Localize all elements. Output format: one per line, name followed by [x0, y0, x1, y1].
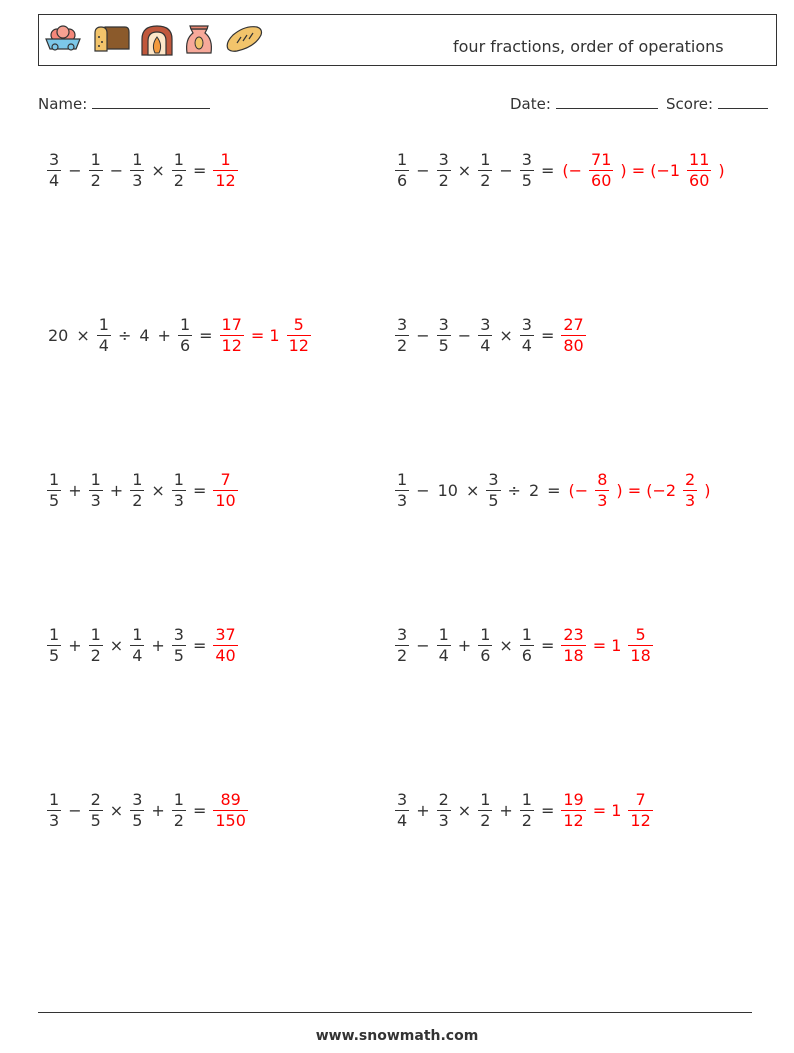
operator: = [540, 635, 555, 655]
fraction [172, 626, 186, 665]
operator: = [540, 325, 555, 345]
numerator: 5 [293, 314, 304, 334]
flour-sack-icon [183, 23, 215, 57]
fraction [130, 791, 144, 830]
denominator: 6 [480, 645, 491, 665]
header-icons [43, 23, 265, 57]
operator: × [457, 800, 472, 820]
problem-4 [392, 310, 589, 360]
numerator: 1 [397, 469, 408, 489]
operator: = [192, 800, 207, 820]
fraction [89, 626, 103, 665]
numerator: 89 [220, 789, 241, 809]
fraction [520, 151, 534, 190]
date-blank[interactable] [556, 94, 658, 109]
fraction [395, 151, 409, 190]
denominator: 12 [288, 335, 309, 355]
operator: + [151, 800, 165, 820]
fraction [220, 316, 244, 355]
numerator: 3 [49, 149, 60, 169]
numerator: 1 [480, 149, 491, 169]
fraction [395, 471, 409, 510]
numerator: 1 [132, 469, 143, 489]
denominator: 6 [397, 170, 408, 190]
denominator: 2 [521, 810, 532, 830]
fraction [628, 791, 652, 830]
numerator: 19 [563, 789, 584, 809]
fraction [478, 626, 492, 665]
numerator: 1 [397, 149, 408, 169]
numerator: 11 [689, 149, 710, 169]
denominator: 4 [480, 335, 491, 355]
fraction [520, 626, 534, 665]
numerator: 3 [480, 314, 491, 334]
answer-text: (− [568, 480, 589, 500]
denominator: 6 [521, 645, 532, 665]
numerator: 3 [173, 624, 184, 644]
denominator: 12 [215, 170, 236, 190]
problem-7 [44, 620, 241, 670]
answer-text: ) = (−2 [616, 480, 677, 500]
numerator: 7 [220, 469, 231, 489]
denominator: 18 [563, 645, 584, 665]
numerator: 71 [591, 149, 612, 169]
answer-text: = 1 [250, 325, 280, 345]
numerator: 1 [90, 149, 101, 169]
operator: + [457, 635, 472, 655]
operator: − [109, 160, 124, 180]
problem-10 [392, 785, 656, 835]
denominator: 4 [521, 335, 532, 355]
baguette-icon [223, 23, 265, 55]
fraction [561, 316, 585, 355]
numerator: 3 [397, 789, 408, 809]
score-blank[interactable] [718, 94, 768, 109]
operator: + [157, 325, 171, 345]
operator: × [109, 800, 124, 820]
numerator: 1 [480, 789, 491, 809]
denominator: 10 [215, 490, 236, 510]
fraction [437, 791, 451, 830]
denominator: 2 [132, 490, 143, 510]
denominator: 5 [173, 645, 184, 665]
date-label: Date: [510, 95, 551, 113]
denominator: 18 [630, 645, 651, 665]
denominator: 4 [98, 335, 109, 355]
numerator: 1 [90, 624, 101, 644]
fraction [47, 471, 61, 510]
fraction [89, 791, 103, 830]
numerator: 2 [438, 789, 449, 809]
numerator: 1 [438, 624, 449, 644]
denominator: 12 [630, 810, 651, 830]
fraction [89, 151, 103, 190]
denominator: 3 [49, 810, 60, 830]
denominator: 3 [90, 490, 101, 510]
denominator: 80 [563, 335, 584, 355]
denominator: 2 [173, 170, 184, 190]
numerator: 1 [132, 149, 143, 169]
operator: + [499, 800, 513, 820]
operator: − [68, 160, 82, 180]
operator: × [151, 480, 165, 500]
fraction [687, 151, 711, 190]
answer [558, 626, 655, 665]
operator: = [547, 480, 561, 500]
numerator: 1 [220, 149, 231, 169]
numerator: 17 [221, 314, 242, 334]
operator: + [68, 635, 82, 655]
denominator: 5 [438, 335, 449, 355]
operator: − [457, 325, 472, 345]
answer-text: (− [562, 160, 583, 180]
answer [210, 471, 240, 510]
fraction [89, 471, 103, 510]
denominator: 2 [397, 645, 408, 665]
fraction [595, 471, 609, 510]
denominator: 4 [438, 645, 449, 665]
fraction [213, 791, 248, 830]
fraction [437, 626, 451, 665]
numerator: 37 [215, 624, 236, 644]
denominator: 12 [221, 335, 242, 355]
denominator: 3 [685, 490, 696, 510]
numerator: 1 [521, 624, 532, 644]
problem-6 [392, 465, 714, 515]
operator: 2 [528, 480, 540, 500]
denominator: 5 [49, 490, 60, 510]
fraction [47, 626, 61, 665]
answer [558, 151, 728, 190]
name-field[interactable] [38, 94, 210, 113]
fraction [395, 626, 409, 665]
numerator: 3 [438, 149, 449, 169]
operator: − [68, 800, 82, 820]
fraction [213, 151, 237, 190]
problem-9 [44, 785, 251, 835]
denominator: 40 [215, 645, 236, 665]
fraction [130, 626, 144, 665]
fraction [628, 626, 652, 665]
denominator: 5 [49, 645, 60, 665]
numerator: 1 [49, 789, 60, 809]
denominator: 3 [173, 490, 184, 510]
name-label: Name: [38, 95, 88, 113]
operator: × [465, 480, 480, 500]
score-label: Score: [666, 95, 714, 113]
fraction [561, 791, 585, 830]
fraction [130, 151, 144, 190]
numerator: 3 [397, 314, 408, 334]
fraction [486, 471, 500, 510]
answer [210, 151, 240, 190]
operator: ÷ [507, 480, 521, 500]
fraction [97, 316, 111, 355]
operator: = [192, 480, 207, 500]
denominator: 2 [438, 170, 449, 190]
operator: + [151, 635, 165, 655]
fraction [47, 791, 61, 830]
numerator: 2 [90, 789, 101, 809]
numerator: 3 [521, 314, 532, 334]
denominator: 4 [49, 170, 60, 190]
egg-basket-icon [43, 23, 83, 55]
fraction [395, 316, 409, 355]
operator: 4 [139, 325, 150, 345]
denominator: 3 [438, 810, 449, 830]
denominator: 5 [521, 170, 532, 190]
operator: × [499, 325, 513, 345]
denominator: 4 [397, 810, 408, 830]
operator: − [416, 160, 430, 180]
fraction [561, 626, 585, 665]
fraction [437, 151, 451, 190]
fraction [683, 471, 697, 510]
denominator: 6 [179, 335, 191, 355]
denominator: 3 [597, 490, 608, 510]
name-blank[interactable] [92, 94, 210, 109]
fraction [395, 791, 409, 830]
numerator: 23 [563, 624, 584, 644]
operator: 20 [48, 325, 69, 345]
answer [210, 791, 251, 830]
bread-loaf-icon [91, 23, 131, 55]
operator: 10 [437, 480, 458, 500]
answer [217, 316, 314, 355]
numerator: 1 [179, 314, 191, 334]
operator: × [457, 160, 472, 180]
denominator: 5 [132, 810, 143, 830]
denominator: 2 [90, 170, 101, 190]
operator: ÷ [117, 325, 132, 345]
operator: − [416, 480, 430, 500]
denominator: 5 [90, 810, 101, 830]
answer-text: = 1 [592, 800, 622, 820]
worksheet-header [38, 14, 777, 66]
operator: − [416, 325, 430, 345]
operator: = [199, 325, 213, 345]
problem-5 [44, 465, 241, 515]
numerator: 27 [563, 314, 584, 334]
numerator: 3 [132, 789, 143, 809]
denominator: 12 [563, 810, 584, 830]
fraction [478, 316, 492, 355]
numerator: 8 [597, 469, 608, 489]
fraction [520, 316, 534, 355]
numerator: 1 [173, 789, 184, 809]
answer [558, 791, 655, 830]
operator: × [151, 160, 165, 180]
denominator: 60 [689, 170, 710, 190]
numerator: 1 [173, 469, 184, 489]
denominator: 2 [173, 810, 184, 830]
answer-text: ) [704, 480, 711, 500]
answer [210, 626, 240, 665]
answer [558, 316, 588, 355]
fraction [478, 151, 492, 190]
numerator: 3 [438, 314, 449, 334]
fraction [172, 791, 186, 830]
fraction [589, 151, 613, 190]
operator: = [192, 635, 207, 655]
numerator: 3 [521, 149, 532, 169]
answer [565, 471, 715, 510]
answer-text: ) = (−1 [620, 160, 681, 180]
operator: × [109, 635, 124, 655]
fraction [172, 471, 186, 510]
numerator: 1 [49, 624, 60, 644]
fraction [437, 316, 451, 355]
date-field[interactable] [510, 94, 658, 113]
numerator: 3 [488, 469, 499, 489]
denominator: 2 [480, 810, 491, 830]
operator: × [499, 635, 513, 655]
operator: + [68, 480, 82, 500]
answer-text: = 1 [592, 635, 622, 655]
fraction [213, 471, 237, 510]
numerator: 2 [685, 469, 696, 489]
fraction [520, 791, 534, 830]
oven-icon [139, 23, 175, 57]
denominator: 5 [488, 490, 499, 510]
problem-8 [392, 620, 656, 670]
numerator: 1 [173, 149, 184, 169]
problem-3 [44, 310, 314, 360]
operator: = [540, 160, 555, 180]
denominator: 4 [132, 645, 143, 665]
numerator: 7 [635, 789, 646, 809]
problem-1 [44, 145, 241, 195]
numerator: 1 [132, 624, 143, 644]
footer-url: www.snowmath.com [315, 1028, 479, 1044]
denominator: 60 [591, 170, 612, 190]
fraction [178, 316, 192, 355]
answer-text: ) [718, 160, 725, 180]
operator: − [499, 160, 513, 180]
numerator: 5 [635, 624, 646, 644]
problem-2 [392, 145, 729, 195]
numerator: 1 [521, 789, 532, 809]
denominator: 3 [132, 170, 143, 190]
operator: + [109, 480, 124, 500]
operator: + [416, 800, 430, 820]
fraction [478, 791, 492, 830]
worksheet-title: four fractions, order of operations [453, 37, 724, 56]
fraction [130, 471, 144, 510]
fraction [213, 626, 237, 665]
footer-divider [38, 1012, 752, 1013]
numerator: 1 [90, 469, 101, 489]
numerator: 1 [480, 624, 491, 644]
operator: × [76, 325, 90, 345]
operator: = [192, 160, 207, 180]
fraction [172, 151, 186, 190]
numerator: 1 [98, 314, 109, 334]
numerator: 3 [397, 624, 408, 644]
denominator: 150 [215, 810, 246, 830]
operator: = [540, 800, 555, 820]
fraction [287, 316, 311, 355]
score-field[interactable] [666, 94, 768, 113]
operator: − [416, 635, 430, 655]
denominator: 2 [397, 335, 408, 355]
denominator: 2 [90, 645, 101, 665]
fraction [47, 151, 61, 190]
numerator: 1 [49, 469, 60, 489]
denominator: 3 [397, 490, 408, 510]
denominator: 2 [480, 170, 491, 190]
